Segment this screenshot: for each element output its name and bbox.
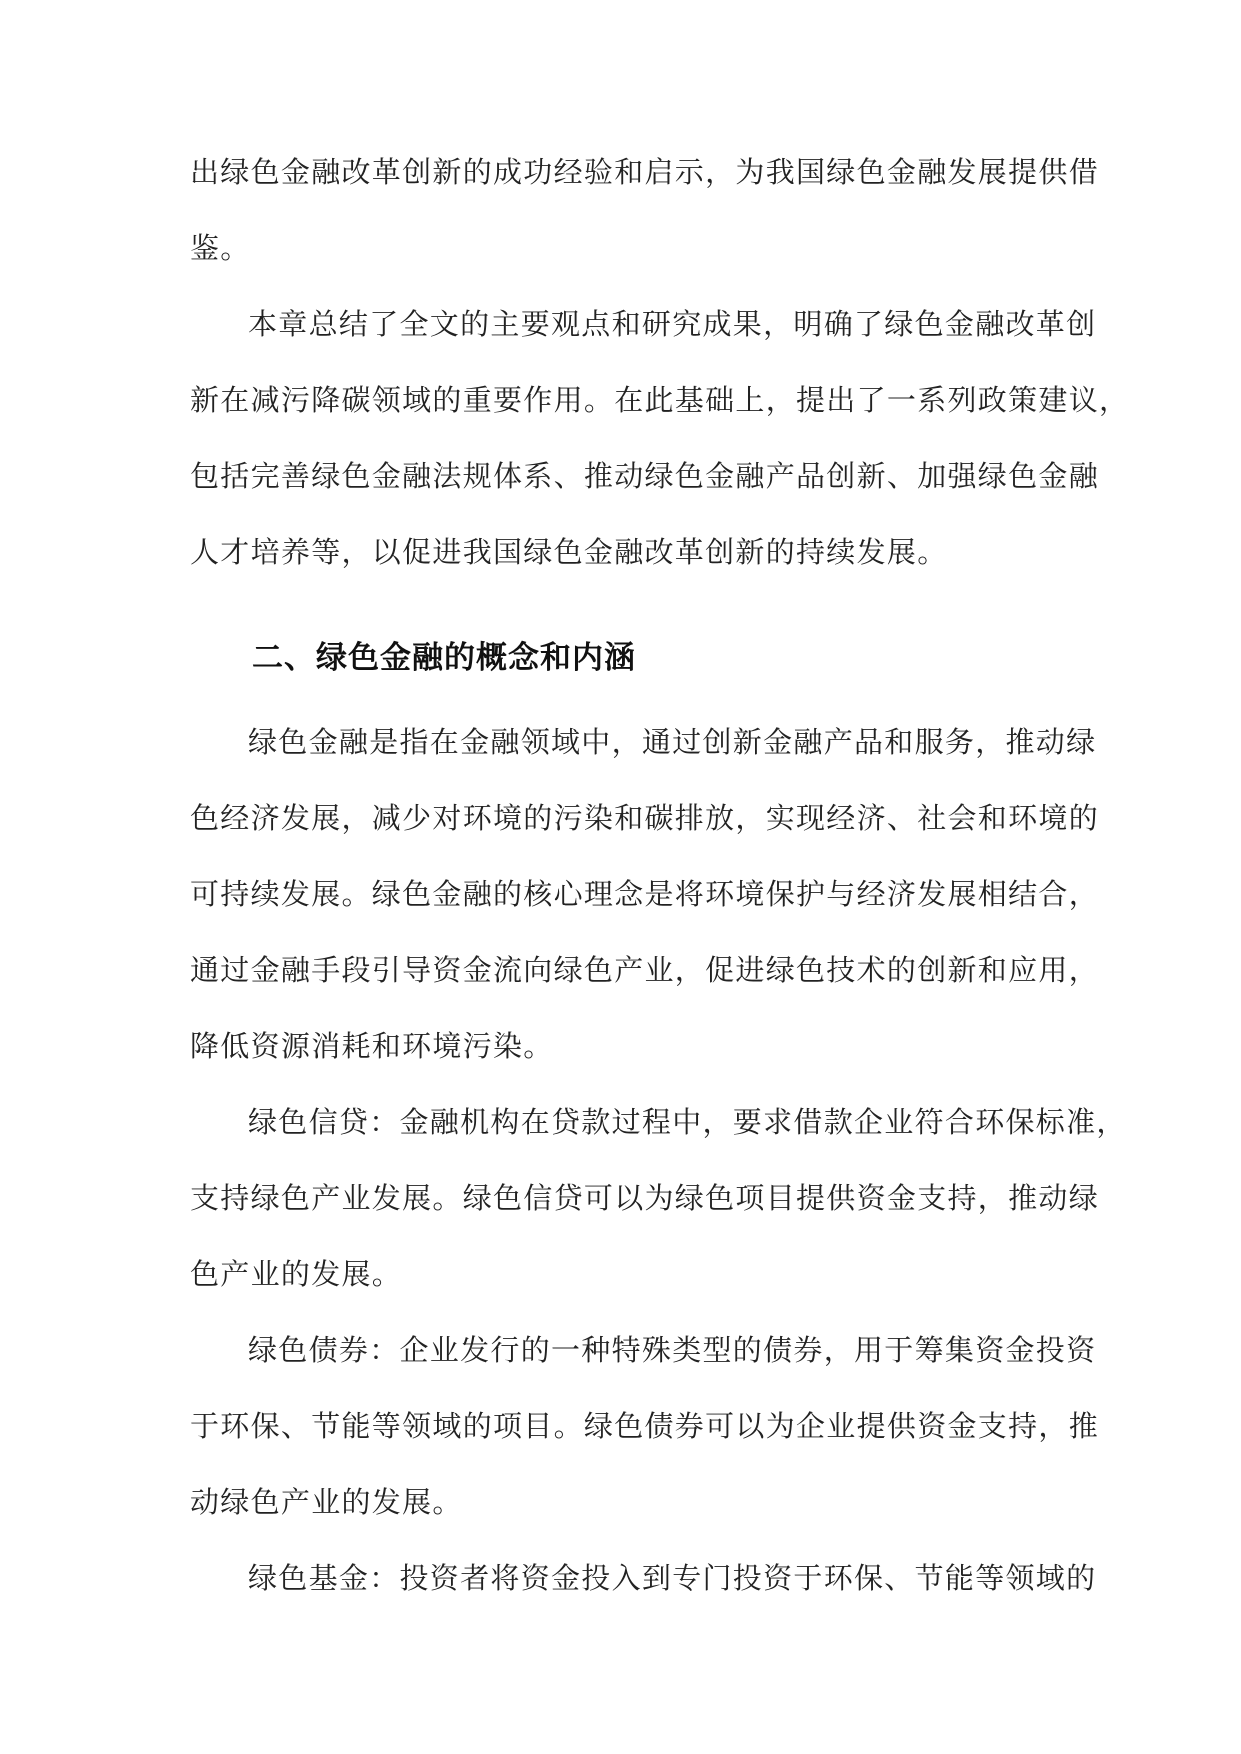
green-bond-paragraph: [190, 1312, 1100, 1540]
definition-paragraph: [190, 704, 1100, 1084]
paragraph-line: 支持绿色产业发展。绿色信贷可以为绿色项目提供资金支持，推动绿: [190, 1181, 1100, 1215]
paragraph-line: 色产业的发展。: [190, 1257, 403, 1291]
paragraph-line: 人才培养等，以促进我国绿色金融改革创新的持续发展。: [190, 535, 948, 569]
paragraph-line: 色经济发展，减少对环境的污染和碳排放，实现经济、社会和环境的: [190, 801, 1100, 835]
paragraph-line: 于环保、节能等领域的项目。绿色债券可以为企业提供资金支持，推: [190, 1409, 1100, 1443]
paragraph-line: 绿色金融是指在金融领域中，通过创新金融产品和服务，推动绿: [248, 725, 1097, 759]
paragraph-line: 降低资源消耗和环境污染。: [190, 1029, 554, 1063]
paragraph-line: 绿色债券：企业发行的一种特殊类型的债券，用于筹集资金投资: [248, 1333, 1097, 1367]
paragraph-line: 鉴。: [190, 231, 251, 265]
paragraph-line: 动绿色产业的发展。: [190, 1485, 463, 1519]
intro-continuation-paragraph: [190, 134, 1100, 286]
paragraph-line: 出绿色金融改革创新的成功经验和启示，为我国绿色金融发展提供借: [190, 155, 1100, 189]
paragraph-line: 包括完善绿色金融法规体系、推动绿色金融产品创新、加强绿色金融: [190, 459, 1100, 493]
green-credit-paragraph: [190, 1084, 1127, 1312]
summary-paragraph: [190, 286, 1130, 590]
paragraph-line: 绿色基金：投资者将资金投入到专门投资于环保、节能等领域的: [248, 1561, 1097, 1595]
green-fund-paragraph: [190, 1540, 1097, 1616]
paragraph-line: 可持续发展。绿色金融的核心理念是将环境保护与经济发展相结合，: [190, 877, 1100, 911]
paragraph-line: 本章总结了全文的主要观点和研究成果，明确了绿色金融改革创: [248, 307, 1097, 341]
paragraph-line: 绿色信贷：金融机构在贷款过程中，要求借款企业符合环保标准，: [248, 1105, 1127, 1139]
paragraph-line: 新在减污降碳领域的重要作用。在此基础上，提出了一系列政策建议，: [190, 383, 1130, 417]
section-heading: 二、绿色金融的概念和内涵: [252, 640, 636, 676]
paragraph-line: 通过金融手段引导资金流向绿色产业，促进绿色技术的创新和应用，: [190, 953, 1100, 987]
